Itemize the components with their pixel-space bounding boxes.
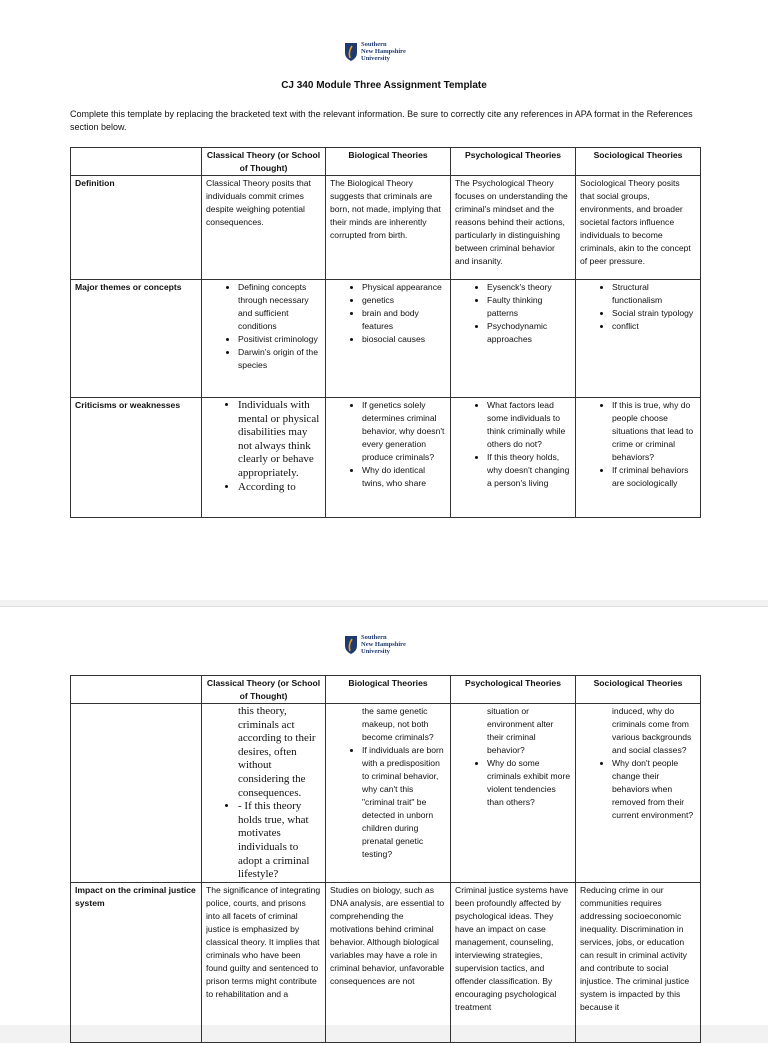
themes-biological <box>326 280 451 398</box>
header-empty <box>71 676 202 704</box>
definition-classical: Classical Theory posits that individuals commit crimes despite weighing potential consequences. <box>202 176 326 280</box>
list-item: • Darwin's origin of the species <box>238 346 321 372</box>
themes-psychological <box>451 280 576 398</box>
impact-sociological-text: Reducing crime in our communities requires addressing socioeconomic inequality. Discrimination in services, jobs, or education can result in criminal activity and contribute to social injustice. The criminal justice system is impacted by this because it <box>580 884 690 1012</box>
logo-line-2: New Hampshire <box>361 640 406 648</box>
criticisms-classical <box>202 398 326 518</box>
theory-table-part-1 <box>70 147 701 518</box>
criticisms-sociological-cont <box>576 704 701 883</box>
list-item: • - If this theory holds true, what motivates individuals to adopt a criminal lifestyle? <box>238 800 321 882</box>
impact-sociological <box>576 882 701 1042</box>
impact-psychological-text: Criminal justice systems have been profoundly affected by psychological ideas. They have an impact on case management, counseling, interviewing strategies, supervision tactics, and offender classification. By encouraging psychological treatment <box>455 884 569 1012</box>
criticisms-sociological <box>576 398 701 518</box>
themes-row <box>71 280 701 398</box>
page-2 <box>0 606 768 1025</box>
list-item: • Why do identical twins, who share <box>362 464 446 490</box>
list-item: • Psychodynamic approaches <box>487 320 571 346</box>
definition-row <box>71 176 701 280</box>
criticisms-label: Criticisms or weaknesses <box>71 398 202 518</box>
list-item: • If this is true, why do people choose situations that lead to crime or criminal behaviors? <box>612 399 696 464</box>
criticisms-row-continued <box>71 704 701 883</box>
criticisms-classical-cont <box>202 704 326 883</box>
theory-table-part-2 <box>70 675 701 1043</box>
list-item: • Why do some criminals exhibit more violent tendencies than others? <box>487 757 571 809</box>
header-biological: Biological Theories <box>326 148 451 176</box>
header-psychological: Psychological Theories <box>451 676 576 704</box>
header-empty <box>71 148 202 176</box>
header-sociological: Sociological Theories <box>576 148 701 176</box>
criticisms-row <box>71 398 701 518</box>
header-biological: Biological Theories <box>326 676 451 704</box>
definition-label: Definition <box>71 176 202 280</box>
list-item: • genetics <box>362 294 446 307</box>
list-item: • If this theory holds, why doesn't changing a person's living <box>487 451 571 490</box>
impact-label: Impact on the criminal justice system <box>71 882 202 1042</box>
logo-line-3: University <box>361 647 390 655</box>
criticisms-biological <box>326 398 451 518</box>
header-classical: Classical Theory (or School of Thought) <box>202 148 326 176</box>
impact-classical <box>202 882 326 1042</box>
snhu-logo <box>345 42 406 62</box>
logo-line-1: Southern <box>361 41 387 48</box>
list-item: • Structural functionalism <box>612 281 696 307</box>
impact-biological <box>326 882 451 1042</box>
list-item: • Eysenck's theory <box>487 281 571 294</box>
continued-text: induced, why do criminals come from various backgrounds and social classes? <box>612 706 692 755</box>
header-psychological: Psychological Theories <box>451 148 576 176</box>
logo-line-1: Southern <box>361 634 387 641</box>
list-item: • Social strain typology <box>612 307 696 320</box>
list-item: • brain and body features <box>362 307 446 333</box>
instructions: Complete this template by replacing the bracketed text with the relevant information. Be sure to correctly cite any references in APA format in the References section below. <box>70 109 693 132</box>
list-item: • Physical appearance <box>362 281 446 294</box>
list-item: • What factors lead some individuals to think criminally while others do not? <box>487 399 571 451</box>
themes-sociological <box>576 280 701 398</box>
list-item: • Why don't people change their behaviors when removed from their current environment? <box>612 757 696 822</box>
logo-line-3: University <box>361 54 390 62</box>
criticisms-biological-cont <box>326 704 451 883</box>
impact-classical-text: The significance of integrating police, courts, and prisons into all facets of criminal justice is emphasized by classical theory. It implies that criminals who have been found guilty and sentenced to prison terms might contribute to rehabilitation and a <box>206 884 321 999</box>
themes-label: Major themes or concepts <box>71 280 202 398</box>
logo-text <box>361 635 406 655</box>
impact-psychological <box>451 882 576 1042</box>
logo-text <box>361 42 406 62</box>
snhu-logo <box>345 635 406 655</box>
document-title: CJ 340 Module Three Assignment Template <box>281 80 487 91</box>
definition-biological: The Biological Theory suggests that criminals are born, not made, implying that their minds are inherently corrupted from birth. <box>326 176 451 280</box>
header-row <box>71 148 701 176</box>
criticisms-label-empty <box>71 704 202 883</box>
continued-text: this theory, criminals act according to their desires, often without considering the consequences. <box>238 705 316 799</box>
list-item: • If individuals are born with a predisposition to criminal behavior, why can't this "criminal trait" be detected in unborn children during prenatal genetic testing? <box>362 744 446 861</box>
list-item: • If criminal behaviors are sociologically <box>612 464 696 490</box>
continued-text: situation or environment alter their criminal behavior? <box>487 706 554 755</box>
shield-icon <box>345 636 357 654</box>
list-item: • According to <box>238 481 321 495</box>
list-item: • Defining concepts through necessary and sufficient conditions <box>238 281 321 333</box>
header-row <box>71 676 701 704</box>
list-item: • Faulty thinking patterns <box>487 294 571 320</box>
continued-text: the same genetic makeup, not both become criminals? <box>362 706 434 742</box>
criticisms-psychological <box>451 398 576 518</box>
list-item: • Positivist criminology <box>238 333 321 346</box>
criticisms-psychological-cont <box>451 704 576 883</box>
impact-biological-text: Studies on biology, such as DNA analysis, are essential to comprehending the motivations behind criminal behavior. Although biological variables may have a role in criminal behavior, unfavorable consequences are not <box>330 884 445 986</box>
impact-row <box>71 882 701 1042</box>
definition-sociological: Sociological Theory posits that social groups, environments, and broader societal factors influence individuals to become criminals, akin to the concept of peer pressure. <box>576 176 701 280</box>
shield-icon <box>345 43 357 61</box>
logo-line-2: New Hampshire <box>361 47 406 55</box>
definition-psychological: The Psychological Theory focuses on understanding the criminal's mindset and the reasons behind their actions, particularly in distinguishing between criminal behavior and insanity. <box>451 176 576 280</box>
header-classical: Classical Theory (or School of Thought) <box>202 676 326 704</box>
header-sociological: Sociological Theories <box>576 676 701 704</box>
list-item: • biosocial causes <box>362 333 446 346</box>
list-item: • conflict <box>612 320 696 333</box>
list-item: • Individuals with mental or physical disabilities may not always think clearly or behave appropriately. <box>238 399 321 481</box>
list-item: • If genetics solely determines criminal behavior, why doesn't every generation produce criminals? <box>362 399 446 464</box>
themes-classical <box>202 280 326 398</box>
